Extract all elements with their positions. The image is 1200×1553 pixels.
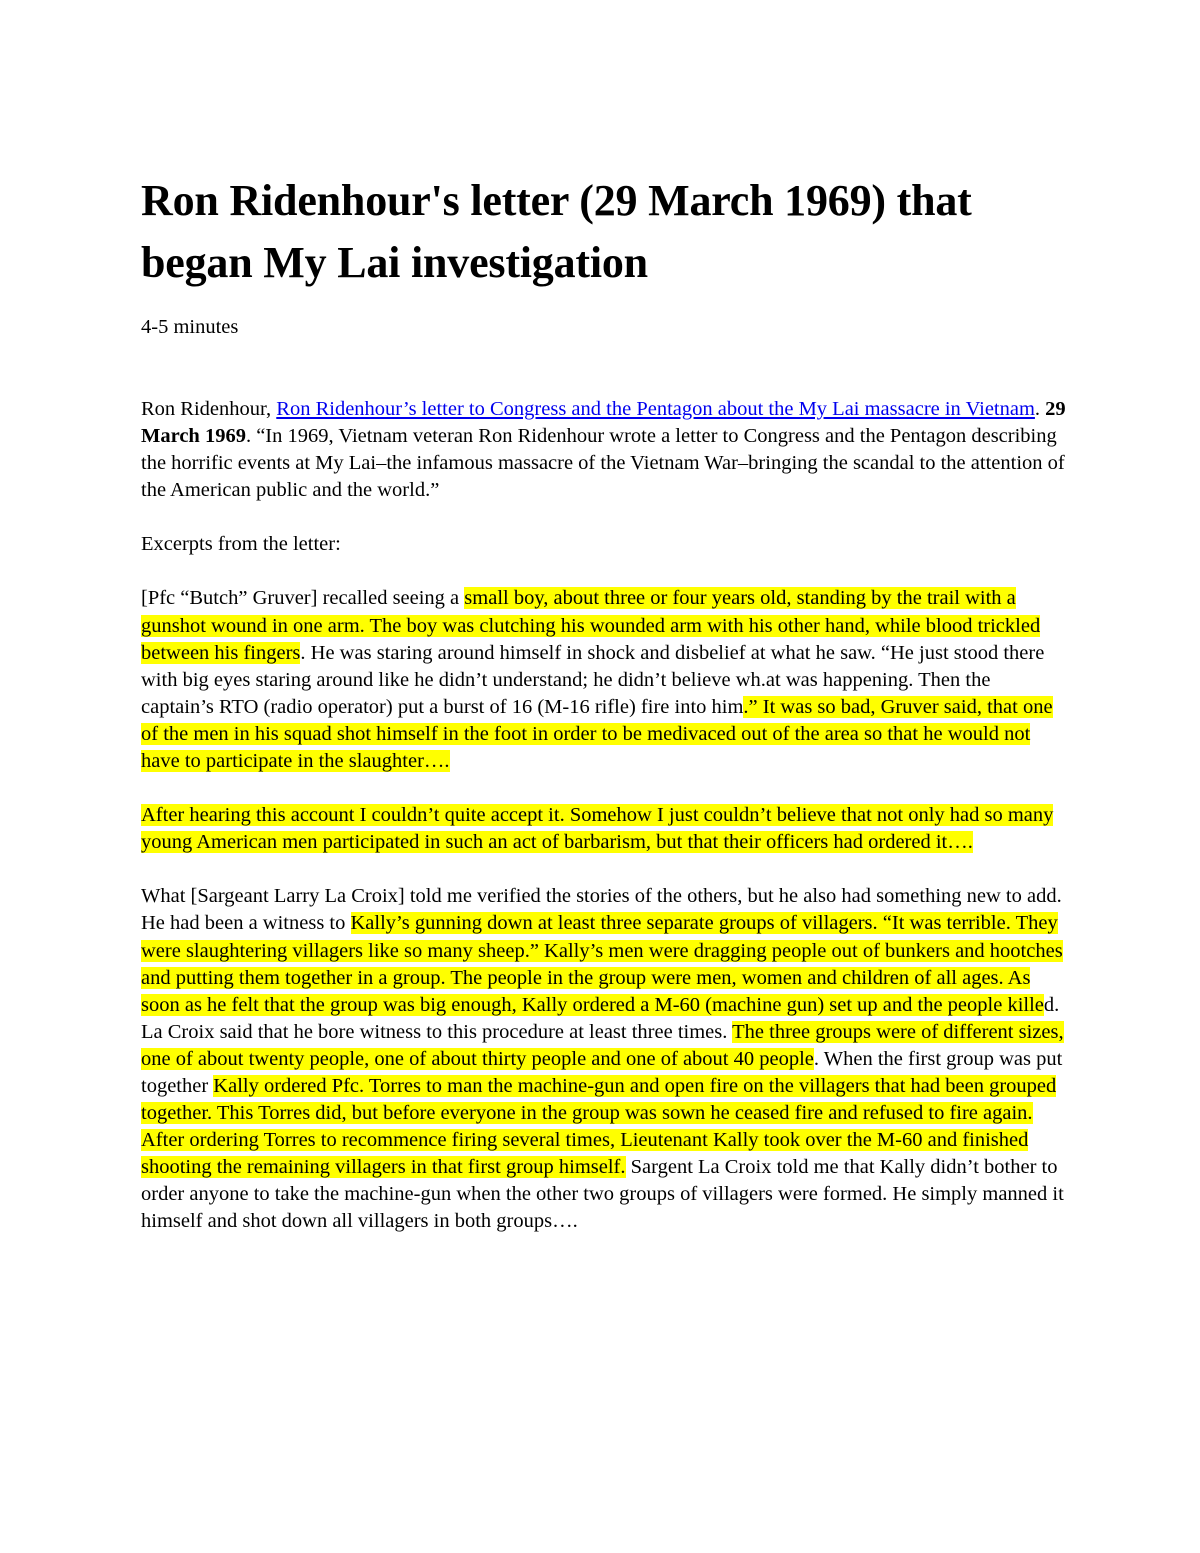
excerpt-paragraph-3	[141, 883, 1066, 1235]
highlighted-text: Kally ordered Pfc. Torres to man the machine-gun and open fire on the villagers that had been grouped together. This Torres did, but before everyone in the group was sown he ceased fire and refused to fire again. After ordering Torres to recommence firing several times, Lieutenant Kally took over the M-60 and finished shooting the remaining villagers in that first group himself.	[141, 1074, 1057, 1179]
text-run: [Pfc “Butch” Gruver] recalled seeing a	[141, 587, 465, 610]
citation-author: Ron Ridenhour,	[141, 398, 277, 420]
text-run: Sargent La Croix told me that Kally didn’t bother to order anyone to take the machine-gun when the other two groups of villagers were formed. He simply manned it himself and shot down all villagers in both groups….	[141, 1156, 1064, 1233]
read-time: 4-5 minutes	[141, 316, 239, 338]
text-run: d. La Croix said that he bore witness to this procedure at least three times.	[141, 993, 1060, 1043]
source-link[interactable]: Ron Ridenhour’s letter to Congress and the Pentagon about the My Lai massacre in Vietnam	[276, 398, 1035, 420]
article-body	[141, 170, 1066, 1236]
citation-paragraph	[141, 396, 1066, 504]
text-run: . He was staring around himself in shock and disbelief at what he saw. “He just stood there with big eyes staring around like he didn’t understand; he didn’t believe wh.at was happening. Then the captain’s RTO (radio operator) put a burst of 16 (M-16 rifle) fire into him	[141, 641, 1045, 718]
text-run: . When the first group was put together	[141, 1047, 1063, 1097]
citation-separator: .	[1034, 398, 1046, 420]
highlighted-text: small boy, about three or four years old, standing by the trail with a gunshot wound in one arm. The boy was clutching his wounded arm with his other hand, while blood trickled between his fingers	[141, 587, 1041, 664]
excerpt-paragraph-2	[141, 802, 1066, 856]
citation-quote: . “In 1969, Vietnam veteran Ron Ridenhour wrote a letter to Congress and the Pentagon describing the horrific events at My Lai–the infamous massacre of the Vietnam War–bringing the scandal to the attention of the American public and the world.”	[141, 425, 1065, 502]
excerpt-paragraph-1	[141, 585, 1066, 775]
highlighted-text: .” It was so bad, Gruver said, that one of the men in his squad shot himself in the foot in order to be medivaced out of the area so that he would not have to participate in the slaughter….	[141, 695, 1053, 773]
highlighted-text: Kally’s gunning down at least three separate groups of villagers. “It was terrible. They were slaughtering villagers like so many sheep.” Kally’s men were dragging people out of bunkers and hootches and putting them together in a group. The people in the group were men, women and children of all ages. As soon as he felt that the group was big enough, Kally ordered a M-60 (machine gun) set up and the people kille	[141, 912, 1063, 1016]
excerpts-label: Excerpts from the letter:	[141, 533, 341, 556]
highlighted-text: After hearing this account I couldn’t quite accept it. Somehow I just couldn’t believe that not only had so many young American men participated in such an act of barbarism, but that their officers had ordered it….	[141, 804, 1054, 854]
text-run: What [Sargeant Larry La Croix] told me verified the stories of the others, but he also had something new to add. He had been a witness to	[141, 885, 1062, 935]
citation-date: 29 March 1969	[141, 398, 1066, 448]
article-title: Ron Ridenhour's letter (29 March 1969) that began My Lai investigation	[141, 176, 972, 287]
highlighted-text: The three groups were of different sizes, one of about twenty people, one of about thirty people and one of about 40 people	[141, 1020, 1064, 1070]
